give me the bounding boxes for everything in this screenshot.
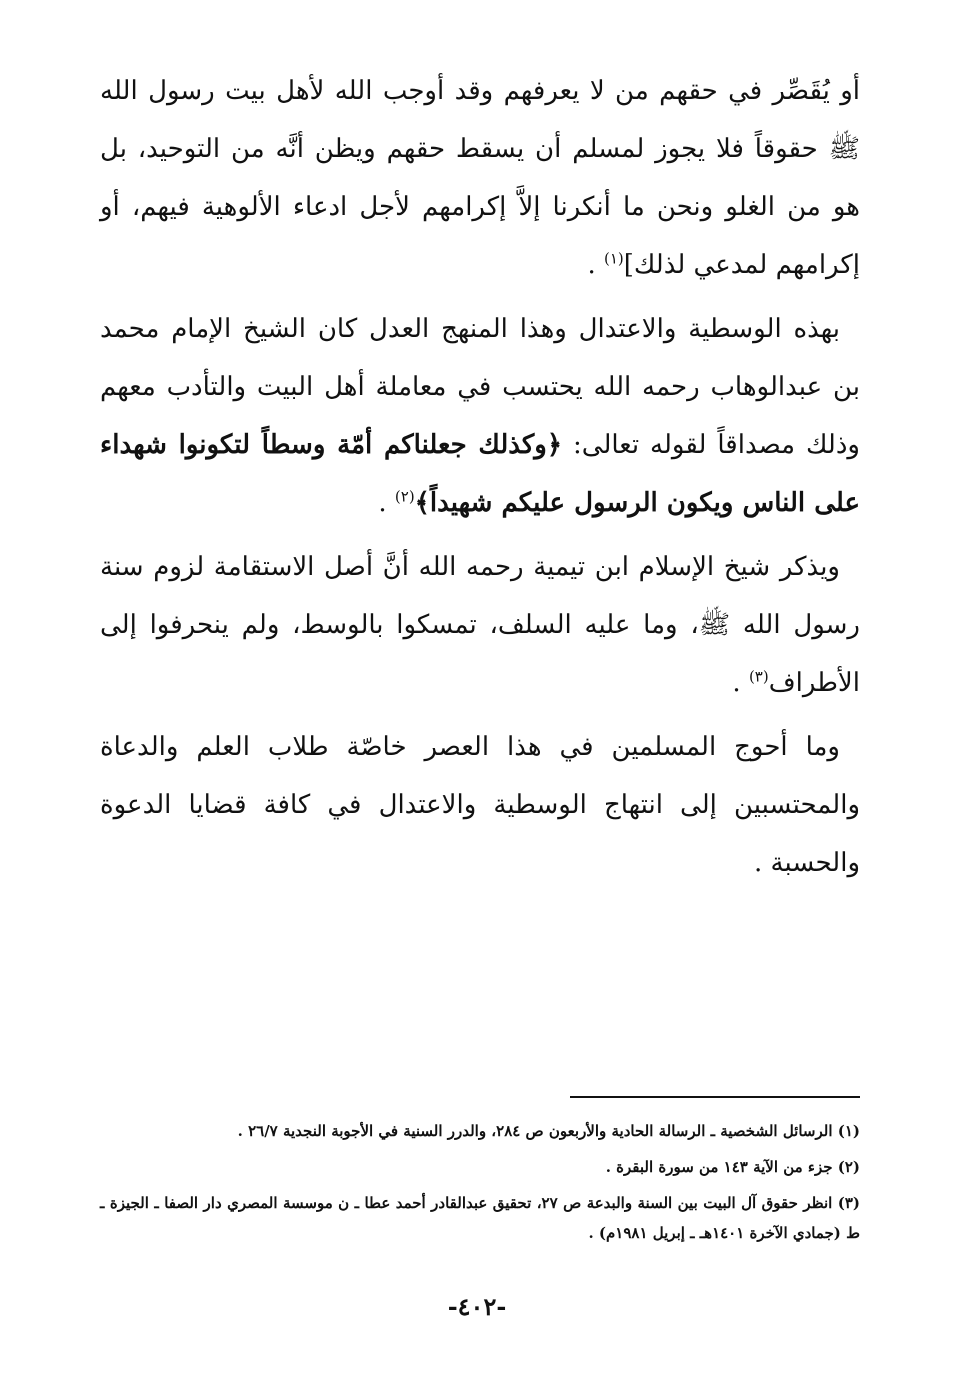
paragraph-1 (100, 62, 860, 294)
footnote-ref-2[interactable]: (٢) (394, 487, 415, 506)
paragraph-4-text: وما أحوج المسلمين في هذا العصر خاصّة طلاب العلم والدعاة والمحتسبين إلى انتهاج الوسطية والاعتدال في كافة قضايا الدعوة والحسبة . (100, 732, 860, 878)
footnote-1: (١) الرسائل الشخصية ـ الرسالة الحادية والأربعون ص ٢٨٤، والدرر السنية في الأجوبة النجدية ٢٦/٧ . (237, 1122, 860, 1140)
paragraph-1-text: أو يُقَصِّر في حقهم من لا يعرفهم وقد أوجب الله لأهل بيت رسول الله ﷺ حقوقاً فلا يجوز لمسلم أن يسقط حقهم ويظن أنَّه من التوحيد، بل هو من الغلو ونحن ما أنكرنا إلاَّ إكرامهم لأجل ادعاء الألوهية فيهم، أو إكرامهم لمدعي لذلك] (100, 76, 860, 280)
paragraph-2-text: بهذه الوسطية والاعتدال وهذا المنهج العدل كان الشيخ الإمام محمد بن عبدالوهاب رحمه الله يحتسب في معاملة أهل البيت والتأدب معهم وذلك مصداقاً لقوله تعالى: (100, 314, 860, 460)
footnote-2: (٢) جزء من الآية ١٤٣ من سورة البقرة . (605, 1158, 860, 1176)
footnote-ref-3[interactable]: (٣) (748, 667, 769, 686)
footnotes-section (100, 1096, 860, 1254)
paragraph-3 (100, 538, 860, 712)
footnote-ref-1[interactable]: (١) (603, 249, 624, 268)
quran-verse: ﴿وكذلك جعلناكم أمّة وسطاً لتكونوا شهداء على الناس ويكون الرسول عليكم شهيداً﴾ (100, 430, 860, 518)
paragraph-3-text: ويذكر شيخ الإسلام ابن تيمية رحمه الله أنَّ أصل الاستقامة لزوم سنة رسول الله ﷺ، وما عليه السلف، تمسكوا بالوسط، ولم ينحرفوا إلى الأطراف (100, 552, 860, 698)
page-number: -٤٠٢- (447, 1292, 507, 1321)
footnote-divider (570, 1096, 860, 1098)
paragraph-1-tail: . (587, 250, 604, 280)
paragraph-2-tail: . (378, 488, 395, 518)
paragraph-2 (100, 300, 860, 532)
page-body (100, 62, 860, 898)
footnote-3: (٣) انظر حقوق آل البيت بين السنة والبدعة ص ٢٧، تحقيق عبدالقادر أحمد عطا ـ ن موسسة المصري دار الصفا ـ الجيزة ـ ط (جمادي الآخرة ١٤٠١هـ ـ إبريل ١٩٨١م) . (100, 1194, 860, 1242)
paragraph-3-tail: . (732, 668, 749, 698)
paragraph-4 (100, 718, 860, 892)
